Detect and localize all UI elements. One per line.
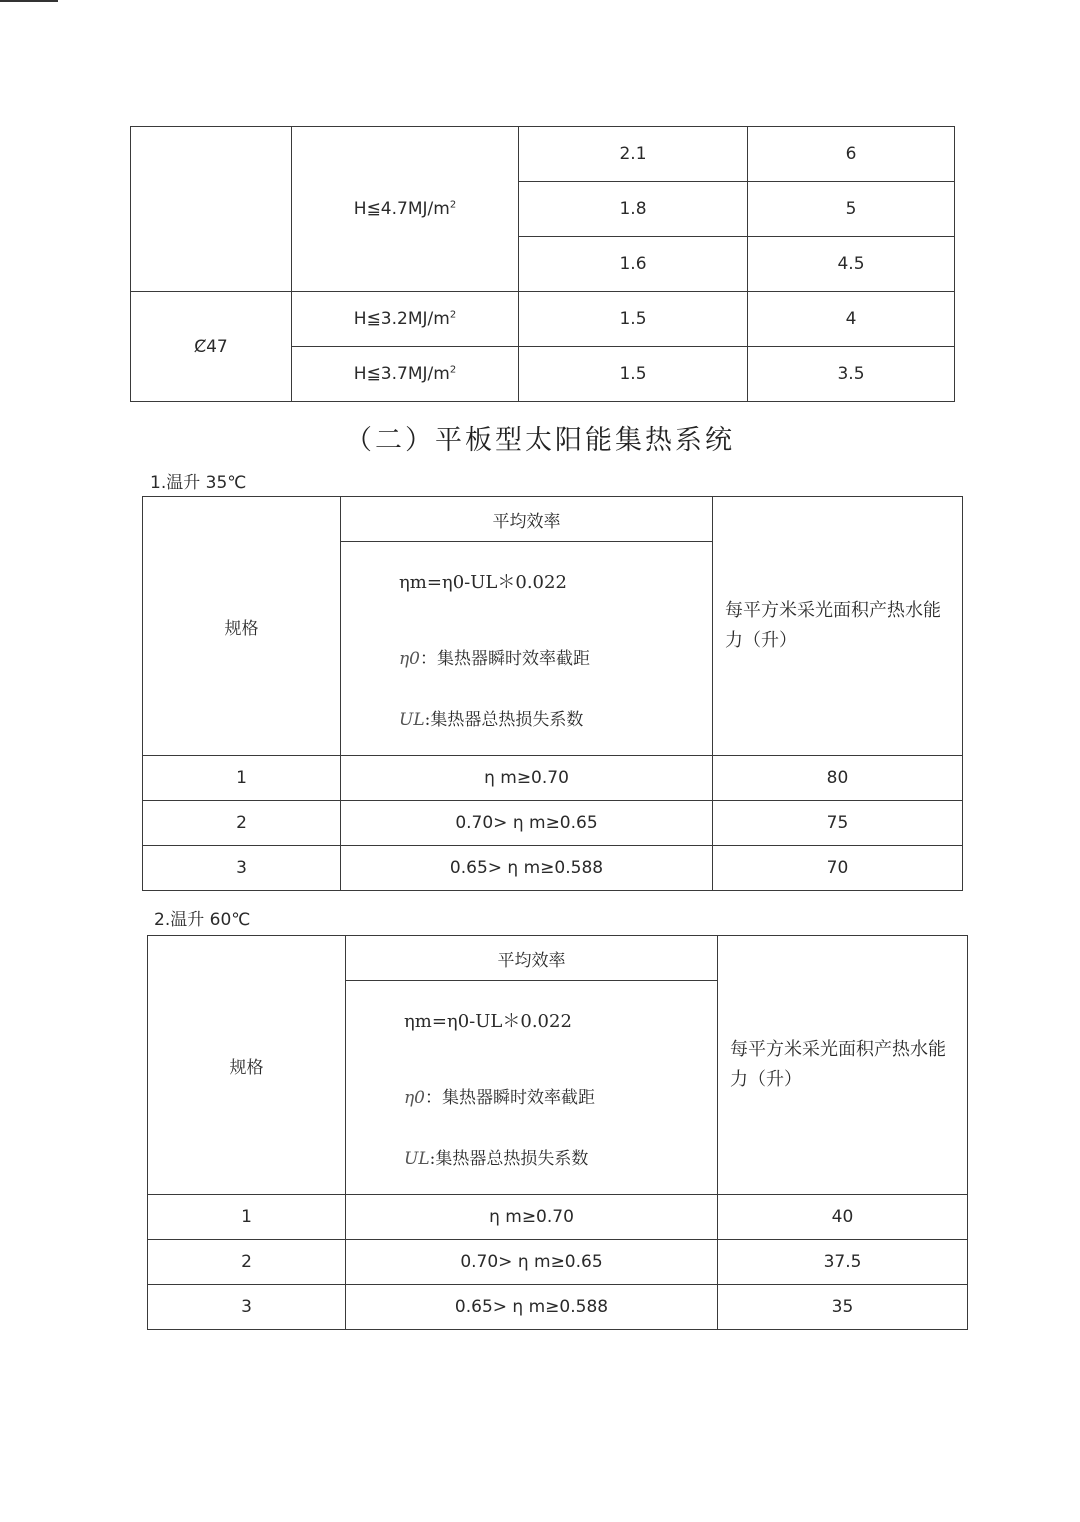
- table-cell: 1.5: [519, 292, 748, 347]
- table-cell: 0.70> η m≥0.65: [346, 1240, 718, 1285]
- table-cell: η m≥0.70: [346, 1195, 718, 1240]
- formula-eta0: [399, 594, 712, 669]
- table-cell: 0.70> η m≥0.65: [341, 801, 713, 846]
- table-cell: [292, 292, 519, 347]
- ul-symbol: UL: [399, 710, 425, 730]
- formula-ul: [404, 1108, 717, 1169]
- eta0-description: ：集热器瞬时效率截距: [420, 649, 591, 669]
- table-cell: η m≥0.70: [341, 756, 713, 801]
- table-cell: [292, 127, 519, 292]
- spec-header: 规格: [143, 497, 341, 756]
- formula-cell: [346, 981, 718, 1195]
- table-row: [148, 1195, 968, 1240]
- table-cell: 0.65> η m≥0.588: [341, 846, 713, 891]
- table-cell: 2: [143, 801, 341, 846]
- table-cell: 1: [143, 756, 341, 801]
- table-cell: 0.65> η m≥0.588: [346, 1285, 718, 1330]
- production-header: 每平方米采光面积产热水能力（升）: [718, 936, 968, 1195]
- flat-plate-table-60: [147, 935, 968, 1330]
- table-row: [131, 127, 955, 182]
- table-row: [143, 801, 963, 846]
- table-cell: 3.5: [748, 347, 955, 402]
- table-row: [148, 1285, 968, 1330]
- avg-eff-header: 平均效率: [346, 936, 718, 981]
- avg-eff-header: 平均效率: [341, 497, 713, 542]
- ul-description: :集热器总热损失系数: [424, 710, 584, 730]
- table-cell: 1.6: [519, 237, 748, 292]
- table-row: [143, 846, 963, 891]
- table-cell: 1.5: [519, 347, 748, 402]
- table-cell: Ȼ47: [131, 292, 292, 402]
- formula-eta0: [404, 1033, 717, 1108]
- table-cell: 40: [718, 1195, 968, 1240]
- subsection-title-35: 1.温升 35℃: [150, 473, 247, 493]
- collector-spec-table-continued: [130, 126, 955, 402]
- scan-edge-mark: [0, 0, 58, 2]
- irradiance-label: H≦3.7MJ/m: [353, 364, 450, 384]
- table-cell: 4.5: [748, 237, 955, 292]
- table-header-row: [143, 497, 963, 542]
- spec-header: 规格: [148, 936, 346, 1195]
- table-row: [131, 292, 955, 347]
- eta0-description: ：集热器瞬时效率截距: [425, 1088, 596, 1108]
- table-row: [148, 1240, 968, 1285]
- subsection-title-60: 2.温升 60℃: [154, 910, 251, 930]
- ul-symbol: UL: [404, 1149, 430, 1169]
- irradiance-label: H≦3.2MJ/m: [353, 309, 450, 329]
- section-title: （二）平板型太阳能集热系统: [345, 425, 735, 456]
- table-cell: 75: [713, 801, 963, 846]
- table-cell: 5: [748, 182, 955, 237]
- table-cell: 6: [748, 127, 955, 182]
- flat-plate-table-35: [142, 496, 963, 891]
- superscript: 2: [449, 309, 457, 321]
- table-cell: 2: [148, 1240, 346, 1285]
- table-cell: 1.8: [519, 182, 748, 237]
- table-cell: 35: [718, 1285, 968, 1330]
- table-cell: [292, 347, 519, 402]
- eta0-symbol: η0: [404, 1088, 426, 1108]
- formula-main: ηm=η0-UL＊0.022: [399, 572, 567, 593]
- production-header: 每平方米采光面积产热水能力（升）: [713, 497, 963, 756]
- eta0-symbol: η0: [399, 649, 421, 669]
- superscript: 2: [449, 364, 457, 376]
- table-row: [143, 756, 963, 801]
- table-cell: 1: [148, 1195, 346, 1240]
- formula-main: ηm=η0-UL＊0.022: [404, 1011, 572, 1032]
- table-cell: 3: [148, 1285, 346, 1330]
- formula-ul: [399, 669, 712, 730]
- table-cell: 80: [713, 756, 963, 801]
- superscript: 2: [449, 199, 457, 211]
- formula-cell: [341, 542, 713, 756]
- table-cell: 37.5: [718, 1240, 968, 1285]
- table-cell: [131, 127, 292, 292]
- table-cell: 4: [748, 292, 955, 347]
- table-cell: 2.1: [519, 127, 748, 182]
- table-header-row: [148, 936, 968, 981]
- ul-description: :集热器总热损失系数: [429, 1149, 589, 1169]
- irradiance-label: H≦4.7MJ/m: [353, 199, 450, 219]
- table-cell: 70: [713, 846, 963, 891]
- table-cell: 3: [143, 846, 341, 891]
